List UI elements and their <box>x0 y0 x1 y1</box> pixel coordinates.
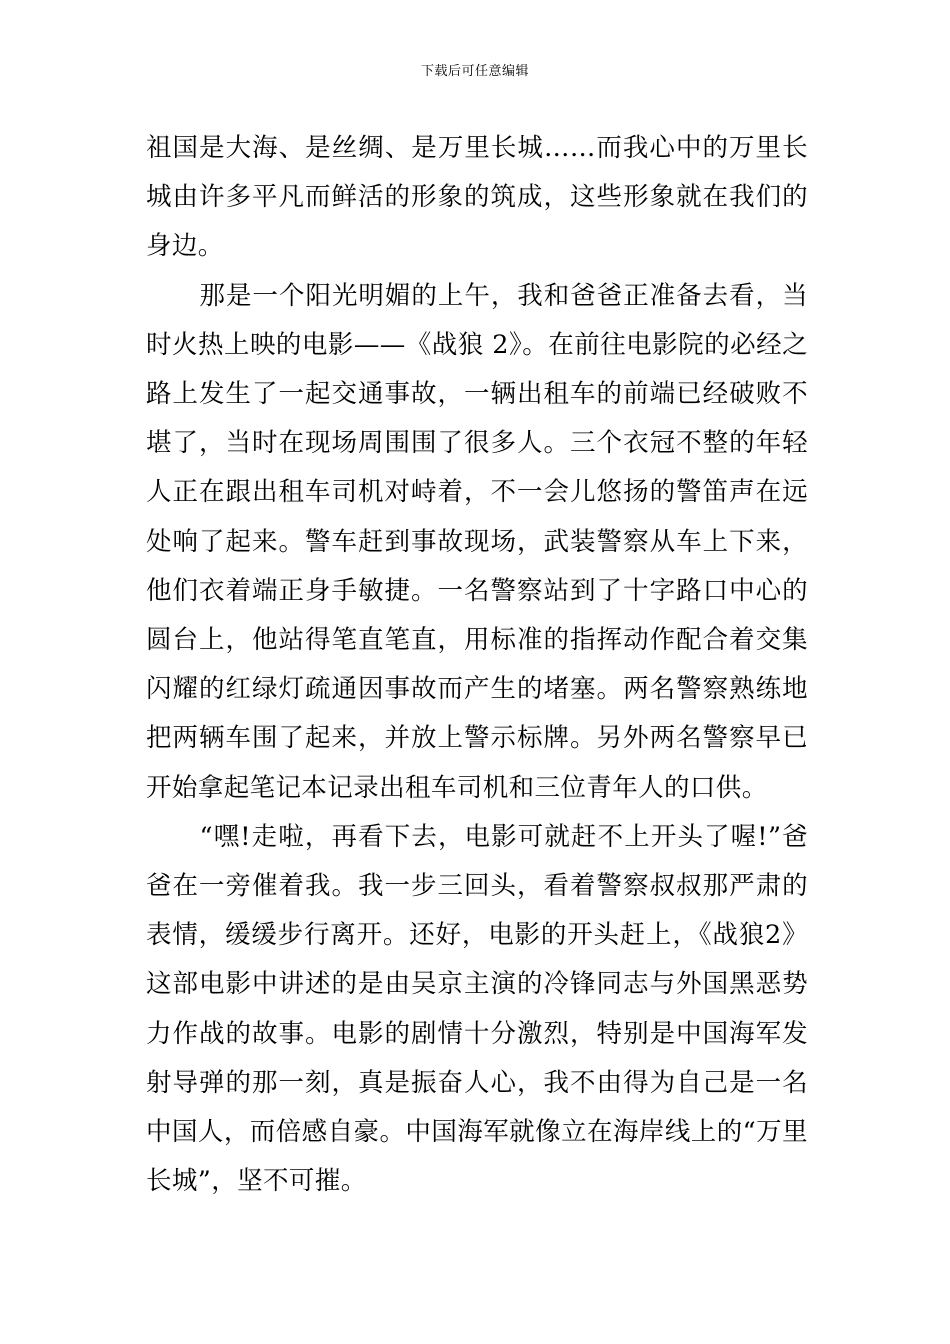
document-body <box>146 124 808 1206</box>
paragraph-movie: “嘿!走啦，再看下去，电影可就赶不上开头了喔!”爸爸在一旁催着我。我一步三回头，看着警察叔叔那严肃的表情，缓缓步行离开。还好，电影的开头赶上，《战狼2》这部电影中讲述的是由吴京主演的冷锋同志与外国黑恶势力作战的故事。电影的剧情十分激烈，特别是中国海军发射导弹的那一刻，真是振奋人心，我不由得为自己是一名中国人，而倍感自豪。中国海军就像立在海岸线上的“万里长城”，坚不可摧。 <box>146 821 808 1197</box>
page-header: 下载后可任意编辑 <box>420 64 529 79</box>
paragraph-intro: 祖国是大海、是丝绸、是万里长城……而我心中的万里长城由许多平凡而鲜活的形象的筑成，这些形象就在我们的身边。 <box>146 133 808 262</box>
paragraph-traffic-accident: 那是一个阳光明媚的上午，我和爸爸正准备去看，当时火热上映的电影——《战狼 2》。在前往电影院的必经之路上发生了一起交通事故，一辆出租车的前端已经破败不堪了，当时在现场周围围了很多人。三个衣冠不整的年轻人正在跟出租车司机对峙着，不一会儿悠扬的警笛声在远处响了起来。警车赶到事故现场，武装警察从车上下来，他们衣着端正身手敏捷。一名警察站到了十字路口中心的圆台上，他站得笔直笔直，用标准的指挥动作配合着交集闪耀的红绿灯疏通因事故而产生的堵塞。两名警察熟练地把两辆车围了起来，并放上警示标牌。另外两名警察早已开始拿起笔记本记录出租车司机和三位青年人的口供。 <box>146 280 808 803</box>
